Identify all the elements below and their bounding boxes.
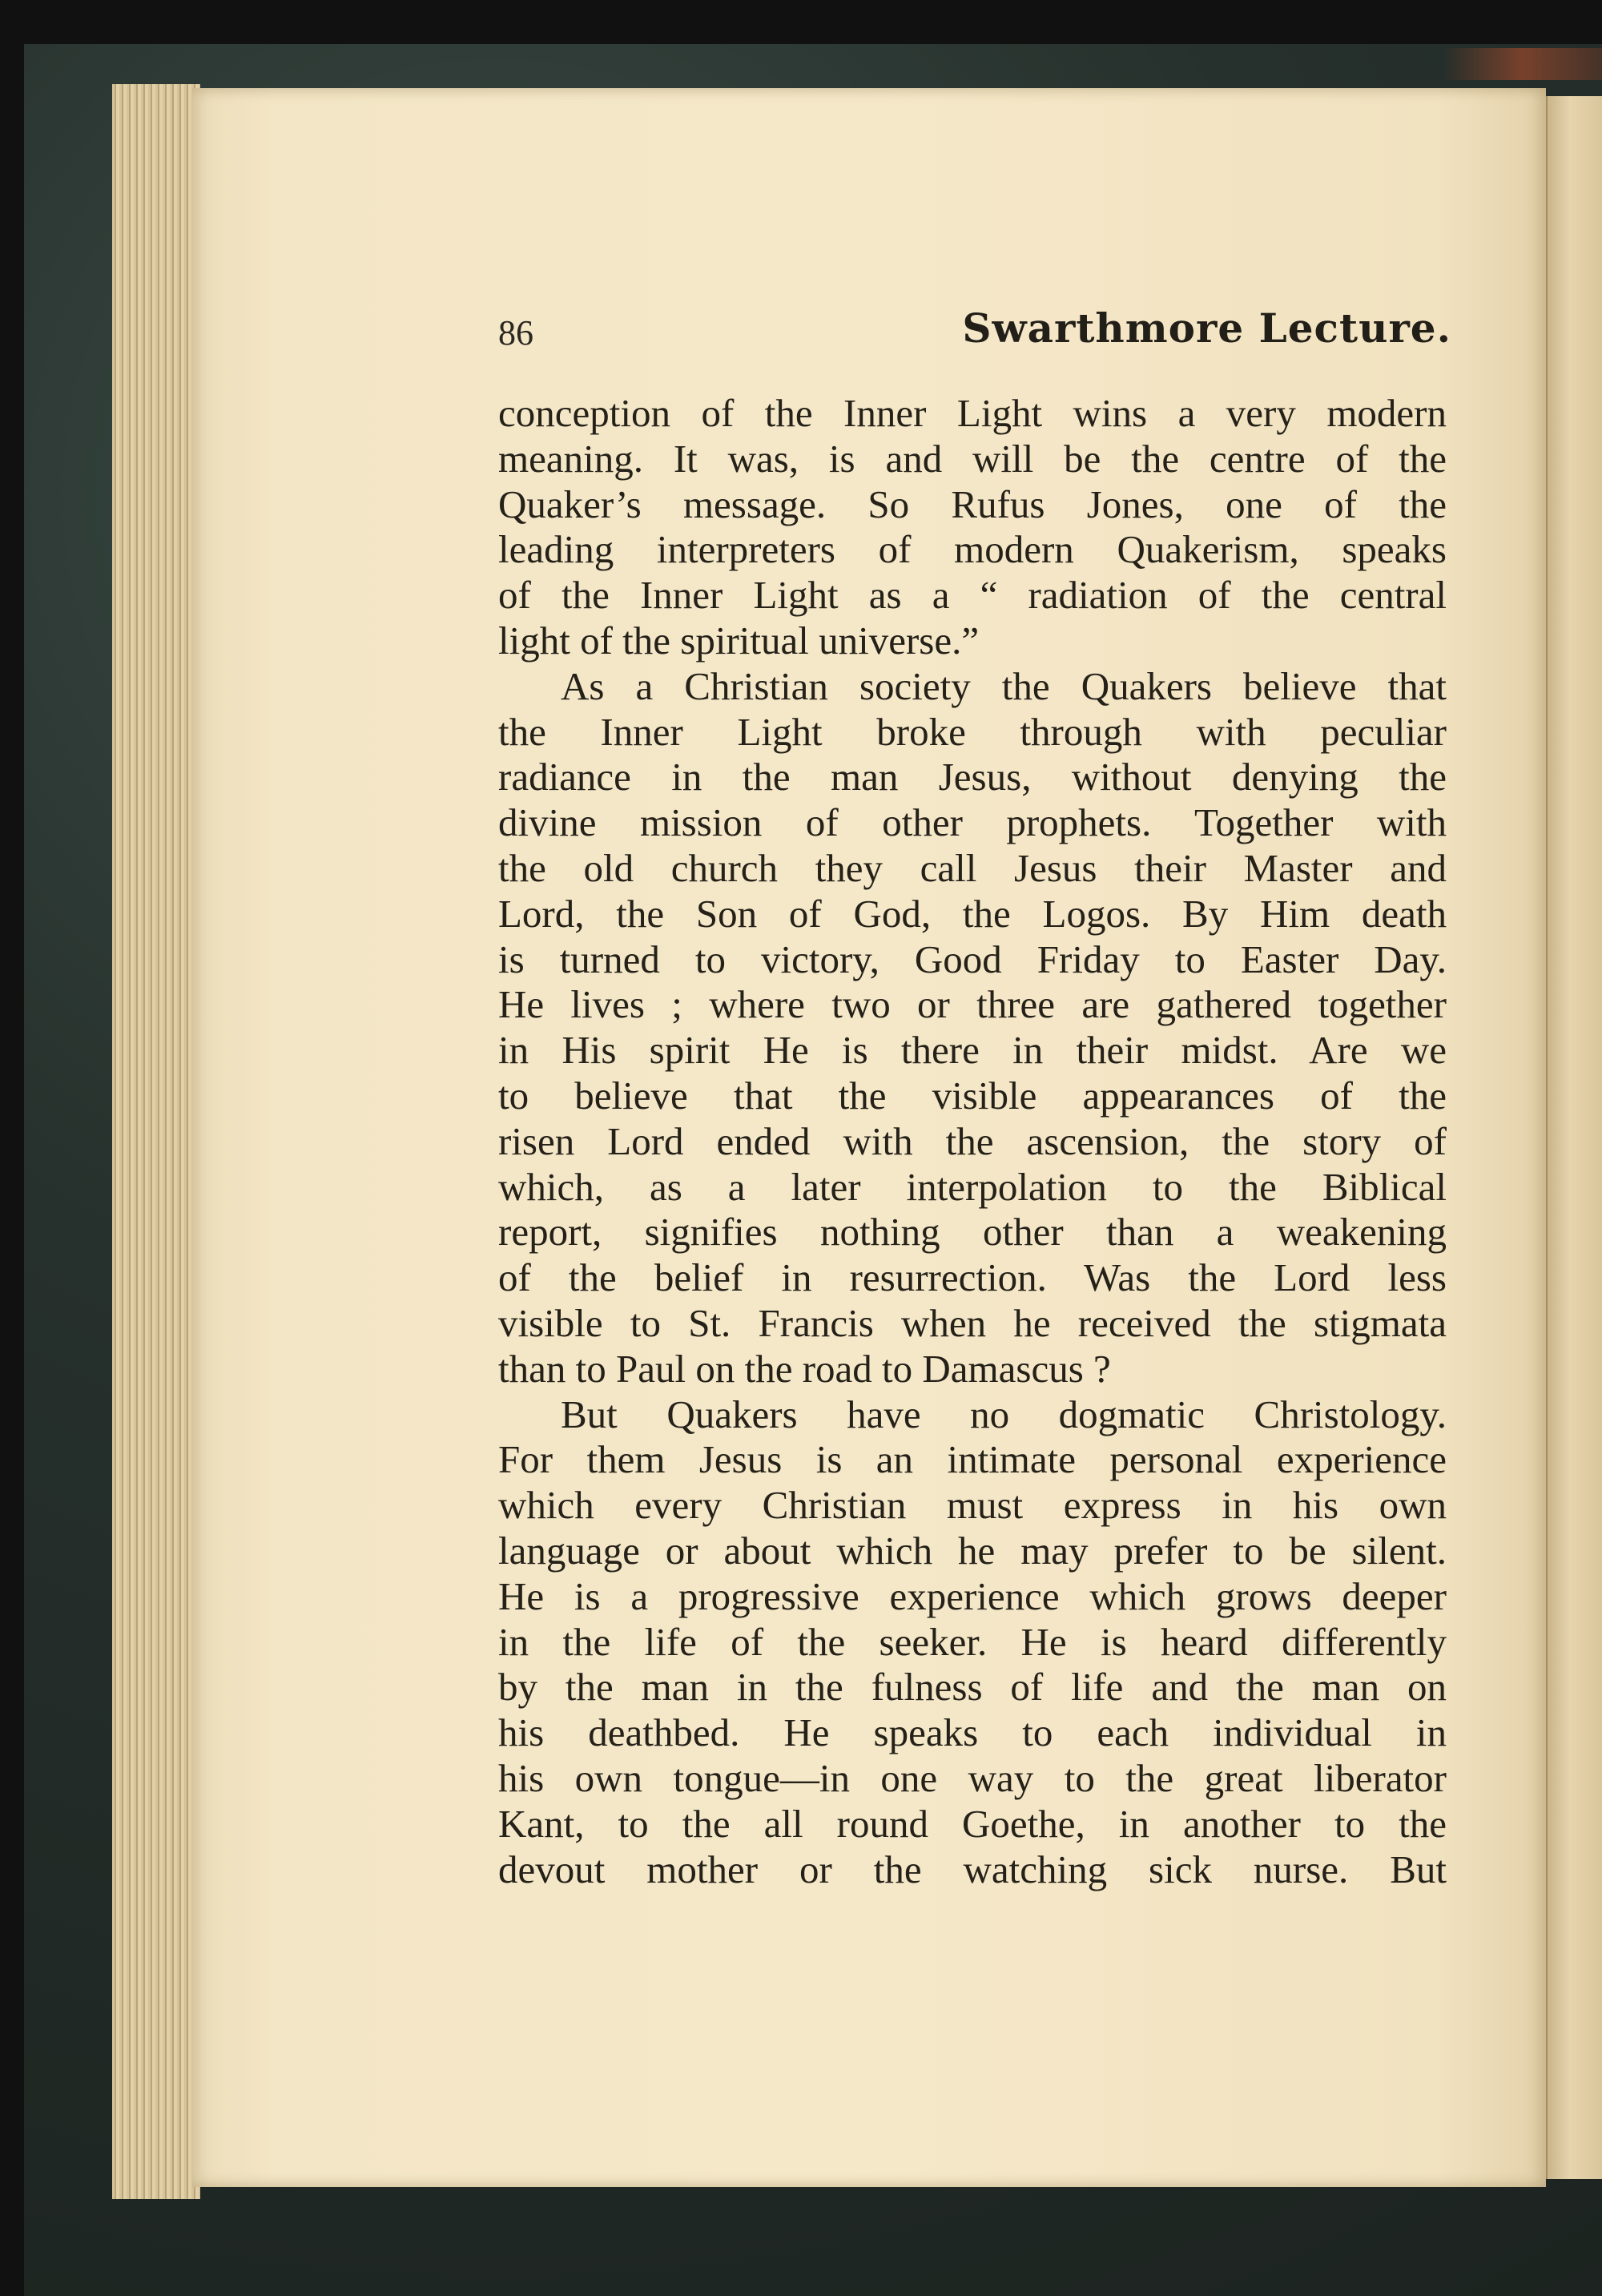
text-line: light of the spiritual universe.” bbox=[498, 618, 980, 663]
running-head: Swarthmore Lecture. bbox=[962, 304, 1451, 352]
text-line: radiance in the man Jesus, without denying the bbox=[498, 755, 1447, 800]
text-line: Kant, to the all round Goethe, in another to the bbox=[498, 1801, 1447, 1846]
text-line: devout mother or the watching sick nurse. But bbox=[498, 1847, 1447, 1891]
text-line: which every Christian must express in his own bbox=[498, 1483, 1447, 1528]
text-line: his deathbed. He speaks to each individual in bbox=[498, 1710, 1447, 1755]
text-line: than to Paul on the road to Damascus ? bbox=[498, 1346, 1111, 1391]
text-line: But Quakers have no dogmatic Christology. bbox=[561, 1392, 1447, 1436]
text-line: by the man in the fulness of life and the man on bbox=[498, 1665, 1447, 1710]
text-line: risen Lord ended with the ascension, the story of bbox=[498, 1118, 1447, 1163]
text-line: language or about which he may prefer to be silent. bbox=[498, 1528, 1447, 1573]
text-line: For them Jesus is an intimate personal experience bbox=[498, 1437, 1447, 1482]
text-line: in the life of the seeker. He is heard differently bbox=[498, 1619, 1447, 1664]
text-line: leading interpreters of modern Quakerism, speaks bbox=[498, 527, 1447, 572]
page-number: 86 bbox=[498, 313, 533, 352]
text-line: in His spirit He is there in their midst. Are we bbox=[498, 1028, 1447, 1073]
text-line: Lord, the Son of God, the Logos. By Him death bbox=[498, 891, 1447, 936]
text-line: He lives ; where two or three are gathered together bbox=[498, 982, 1447, 1027]
text-line: He is a progressive experience which grows deeper bbox=[498, 1573, 1447, 1618]
facing-page-edge bbox=[1546, 96, 1602, 2179]
page-header bbox=[498, 304, 1451, 361]
text-line: the old church they call Jesus their Master and bbox=[498, 845, 1447, 890]
text-line: to believe that the visible appearances of the bbox=[498, 1073, 1447, 1118]
text-line: conception of the Inner Light wins a very modern bbox=[498, 391, 1447, 435]
text-line: is turned to victory, Good Friday to Easter Day. bbox=[498, 937, 1447, 981]
page-edges bbox=[112, 84, 200, 2199]
text-line: visible to St. Francis when he received the stigmata bbox=[498, 1300, 1447, 1345]
text-line: report, signifies nothing other than a weakening bbox=[498, 1210, 1447, 1255]
text-line: meaning. It was, is and will be the centre of the bbox=[498, 436, 1447, 481]
body-text bbox=[498, 391, 1447, 1892]
text-line: of the belief in resurrection. Was the Lord less bbox=[498, 1255, 1447, 1300]
text-line: his own tongue—in one way to the great liberator bbox=[498, 1755, 1447, 1800]
text-line: the Inner Light broke through with peculiar bbox=[498, 709, 1447, 754]
text-line: which, as a later interpolation to the Biblical bbox=[498, 1164, 1447, 1209]
text-line: As a Christian society the Quakers believe that bbox=[561, 663, 1447, 708]
cover-wear bbox=[1442, 48, 1602, 80]
text-line: of the Inner Light as a “ radiation of the central bbox=[498, 573, 1447, 618]
text-line: divine mission of other prophets. Together with bbox=[498, 800, 1447, 845]
text-line: Quaker’s message. So Rufus Jones, one of the bbox=[498, 481, 1447, 526]
